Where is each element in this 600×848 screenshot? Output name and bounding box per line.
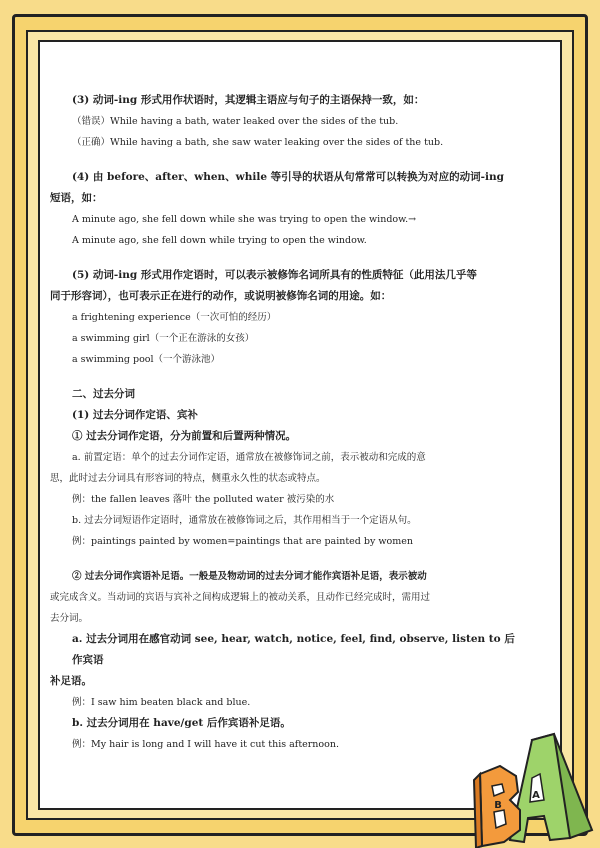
section4-heading-line2: 短语，如： <box>50 192 103 204</box>
part2-point2-line1-text: ② 过去分词作宾语补足语。一般是及物动词的过去分词才能作宾语补足语，表示被动 <box>72 571 427 582</box>
document-content <box>50 90 522 755</box>
part2-point2-line3: 去分词。 <box>50 613 89 624</box>
section4-example1: A minute ago, she fell down while she was trying to open the window.→ <box>72 214 417 225</box>
part2-title: 二、过去分词 <box>72 388 135 400</box>
part2-point2-line2: 或完成含义。当动词的宾语与宾补之间构成逻辑上的被动关系，且动作已经完成时，需用过 <box>50 592 431 603</box>
section5-heading-line2: 同于形容词），也可表示正在进行的动作，或说明被修饰名词的用途。如： <box>50 290 392 302</box>
section5-example2: a swimming girl（一个正在游泳的女孩） <box>72 333 255 344</box>
part2-c-example: 例：I saw him beaten black and blue. <box>72 697 251 708</box>
part2-c-line2: 补足语。 <box>50 675 92 687</box>
section3-heading: (3) 动词-ing 形式用作状语时，其逻辑主语应与句子的主语保持一致，如： <box>72 94 425 106</box>
part2-c-line1: a. 过去分词用在感官动词 see, hear, watch, notice, feel, find, observe, listen to 后作宾语 <box>72 633 515 666</box>
section3-right-example: （正确）While having a bath, she saw water leaking over the sides of the tub. <box>72 137 444 148</box>
part2-subheading1: (1) 过去分词作定语、宾补 <box>72 409 198 421</box>
part2-a-line1: a. 前置定语：单个的过去分词作定语，通常放在被修饰词之前，表示被动和完成的意 <box>72 452 426 463</box>
letter-a-block-icon <box>510 734 592 842</box>
part2-a-example: 例：the fallen leaves 落叶 the polluted water 被污染的水 <box>72 494 335 505</box>
section3-wrong-example: （错误）While having a bath, water leaked over the sides of the tub. <box>72 116 399 127</box>
part2-b-line: b. 过去分词短语作定语时，通常放在被修饰词之后，其作用相当于一个定语从句。 <box>72 515 417 526</box>
section4-heading-line1: (4) 由 before、after、when、while 等引导的状语从句常常可以转换为对应的动词-ing <box>72 171 504 183</box>
section5-example1: a frightening experience（一次可怕的经历） <box>72 312 277 323</box>
letter-blocks-decoration <box>470 730 600 848</box>
section4-example2: A minute ago, she fell down while trying to open the window. <box>72 235 367 246</box>
section5-heading-line1: (5) 动词-ing 形式用作定语时，可以表示被修饰名词所具有的性质特征（此用法几乎等 <box>72 269 477 281</box>
part2-point2-line1 <box>72 566 522 587</box>
letter-b-block-icon <box>474 766 520 848</box>
part2-d-line: b. 过去分词用在 have/get 后作宾语补足语。 <box>72 717 291 729</box>
letter-a-text: A <box>532 790 540 801</box>
letter-b-text: B <box>494 800 502 811</box>
section5-example3: a swimming pool（一个游泳池） <box>72 354 221 365</box>
part2-d-example: 例：My hair is long and I will have it cut this afternoon. <box>72 739 339 750</box>
part2-point1: ① 过去分词作定语，分为前置和后置两种情况。 <box>72 430 297 442</box>
part2-a-line2: 思，此时过去分词具有形容词的特点，侧重永久性的状态或特点。 <box>50 473 326 484</box>
part2-b-example: 例：paintings painted by women=paintings that are painted by women <box>72 536 413 547</box>
